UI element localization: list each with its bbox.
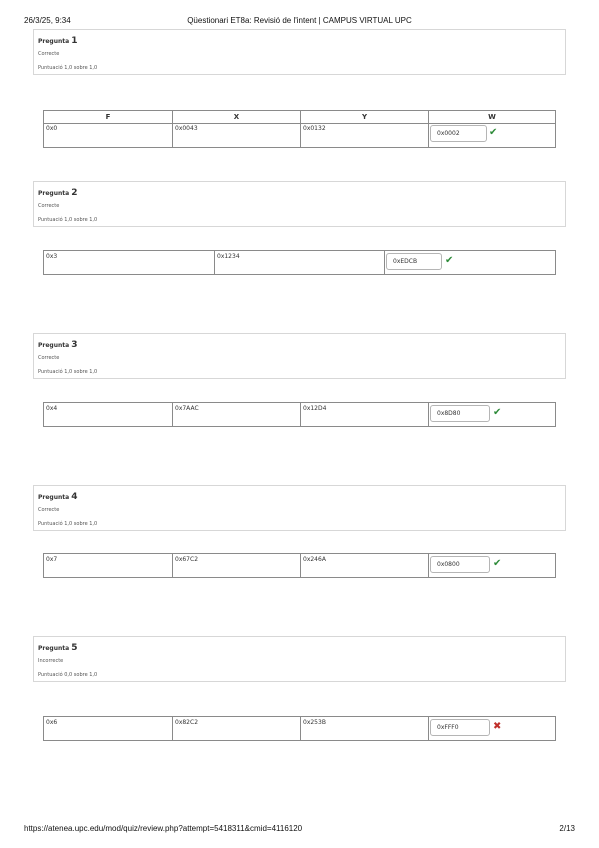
- question-state: Correcte: [38, 203, 60, 209]
- question-info-2: [33, 181, 566, 227]
- question-title: Pregunta 2: [38, 188, 78, 198]
- cell-x: 0x67C2: [173, 554, 301, 577]
- answer-input[interactable]: [430, 125, 487, 142]
- page-number: 2/13: [559, 824, 575, 833]
- answer-table-1: [43, 110, 556, 148]
- question-score: Puntuació 0,0 sobre 1,0: [38, 672, 98, 678]
- question-title: Pregunta 1: [38, 36, 78, 46]
- answer-table-4: [43, 553, 556, 578]
- question-title: Pregunta 3: [38, 340, 78, 350]
- cell-w: [429, 123, 555, 147]
- check-icon: ✔: [493, 558, 502, 569]
- cell-y: 0x0132: [301, 123, 429, 147]
- check-icon: ✔: [445, 255, 454, 266]
- cell-f: 0x6: [44, 717, 173, 740]
- question-info-5: [33, 636, 566, 682]
- answer-table-2: [43, 250, 556, 275]
- document-title: Qüestionari ET8a: Revisió de l'intent | CAMPUS VIRTUAL UPC: [187, 16, 412, 25]
- question-state: Correcte: [38, 355, 60, 361]
- cell-x: 0x7AAC: [173, 403, 301, 426]
- cross-icon: ✖: [493, 721, 502, 732]
- cell-y: 0x12D4: [301, 403, 429, 426]
- question-score: Puntuació 1,0 sobre 1,0: [38, 521, 98, 527]
- cell-f: 0x0: [44, 123, 173, 147]
- answer-table-5: [43, 716, 556, 741]
- question-score: Puntuació 1,0 sobre 1,0: [38, 369, 98, 375]
- print-datetime: 26/3/25, 9:34: [24, 16, 71, 25]
- answer-table-3: [43, 402, 556, 427]
- cell-x: 0x0043: [173, 123, 301, 147]
- cell-x: 0x3: [44, 251, 215, 274]
- question-state: Correcte: [38, 507, 60, 513]
- question-state: Correcte: [38, 51, 60, 57]
- cell-y: 0x246A: [301, 554, 429, 577]
- question-title: Pregunta 5: [38, 643, 78, 653]
- check-icon: ✔: [489, 127, 498, 138]
- header-x: X: [173, 111, 301, 123]
- question-info-3: [33, 333, 566, 379]
- header-f: F: [44, 111, 173, 123]
- answer-input[interactable]: [430, 719, 490, 736]
- question-state: Incorrecte: [38, 658, 64, 664]
- question-title: Pregunta 4: [38, 492, 78, 502]
- answer-input[interactable]: [430, 405, 490, 422]
- cell-y: 0x253B: [301, 717, 429, 740]
- question-score: Puntuació 1,0 sobre 1,0: [38, 65, 98, 71]
- check-icon: ✔: [493, 407, 502, 418]
- cell-f: 0x7: [44, 554, 173, 577]
- cell-w: [385, 251, 555, 274]
- header-y: Y: [301, 111, 429, 123]
- cell-x: 0x82C2: [173, 717, 301, 740]
- cell-w: [429, 403, 555, 426]
- question-info-1: [33, 29, 566, 75]
- header-w: W: [488, 113, 496, 121]
- answer-input[interactable]: [386, 253, 442, 270]
- cell-w: [429, 554, 555, 577]
- cell-w: [429, 717, 555, 740]
- answer-input[interactable]: [430, 556, 490, 573]
- cell-f: 0x4: [44, 403, 173, 426]
- question-info-4: [33, 485, 566, 531]
- cell-y: 0x1234: [215, 251, 385, 274]
- page-url: https://atenea.upc.edu/mod/quiz/review.php?attempt=5418311&cmid=4116120: [24, 824, 303, 833]
- question-score: Puntuació 1,0 sobre 1,0: [38, 217, 98, 223]
